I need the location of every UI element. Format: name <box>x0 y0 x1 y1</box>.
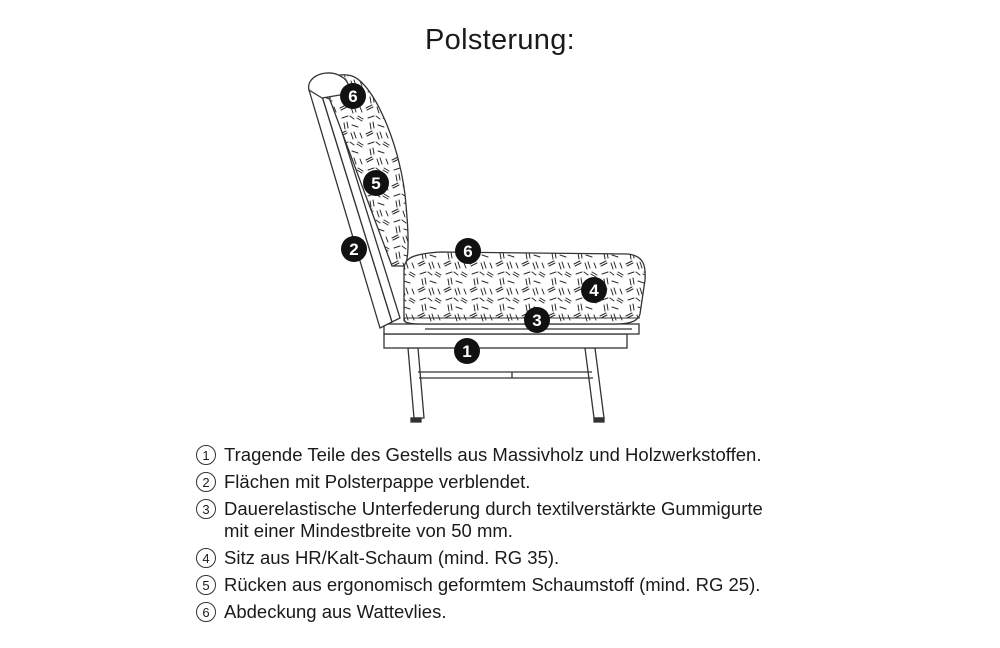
legend-number: 1 <box>196 445 216 465</box>
seat-cushion <box>404 252 645 324</box>
legend-text: Dauerelastische Unterfederung durch textilverstärkte Gummigurte mit einer Mindestbreite von 50 mm. <box>224 498 763 541</box>
legend-item <box>196 471 896 493</box>
legend-text: Abdeckung aus Wattevlies. <box>224 601 447 622</box>
legend-item <box>196 498 896 542</box>
page-title: Polsterung: <box>425 24 575 56</box>
marker-3 <box>524 307 550 333</box>
legend-number: 6 <box>196 602 216 622</box>
legend-item <box>196 547 896 569</box>
marker-6-backrest <box>340 83 366 109</box>
marker-4 <box>581 277 607 303</box>
marker-5 <box>363 170 389 196</box>
svg-text:4: 4 <box>589 281 599 300</box>
marker-2 <box>341 236 367 262</box>
legend-number: 4 <box>196 548 216 568</box>
legend-item <box>196 574 896 596</box>
legend-number: 3 <box>196 499 216 519</box>
svg-text:6: 6 <box>348 87 358 106</box>
legend-text: Tragende Teile des Gestells aus Massivholz und Holzwerkstoffen. <box>224 444 762 465</box>
legend-item <box>196 601 896 623</box>
svg-text:6: 6 <box>463 242 473 261</box>
svg-text:3: 3 <box>532 311 542 330</box>
marker-1 <box>454 338 480 364</box>
legend-number: 5 <box>196 575 216 595</box>
chair-legs <box>408 348 604 422</box>
seat-frame-rail <box>384 324 639 348</box>
svg-text:2: 2 <box>349 240 359 259</box>
legend-item <box>196 444 896 466</box>
svg-text:5: 5 <box>371 174 381 193</box>
marker-6-seat <box>455 238 481 264</box>
legend-list <box>196 444 896 628</box>
legend-number: 2 <box>196 472 216 492</box>
legend-text: Rücken aus ergonomisch geformtem Schaumstoff (mind. RG 25). <box>224 574 761 595</box>
legend-text: Sitz aus HR/Kalt-Schaum (mind. RG 35). <box>224 547 560 568</box>
svg-text:1: 1 <box>462 342 472 361</box>
legend-text: Flächen mit Polsterpappe verblendet. <box>224 471 531 492</box>
